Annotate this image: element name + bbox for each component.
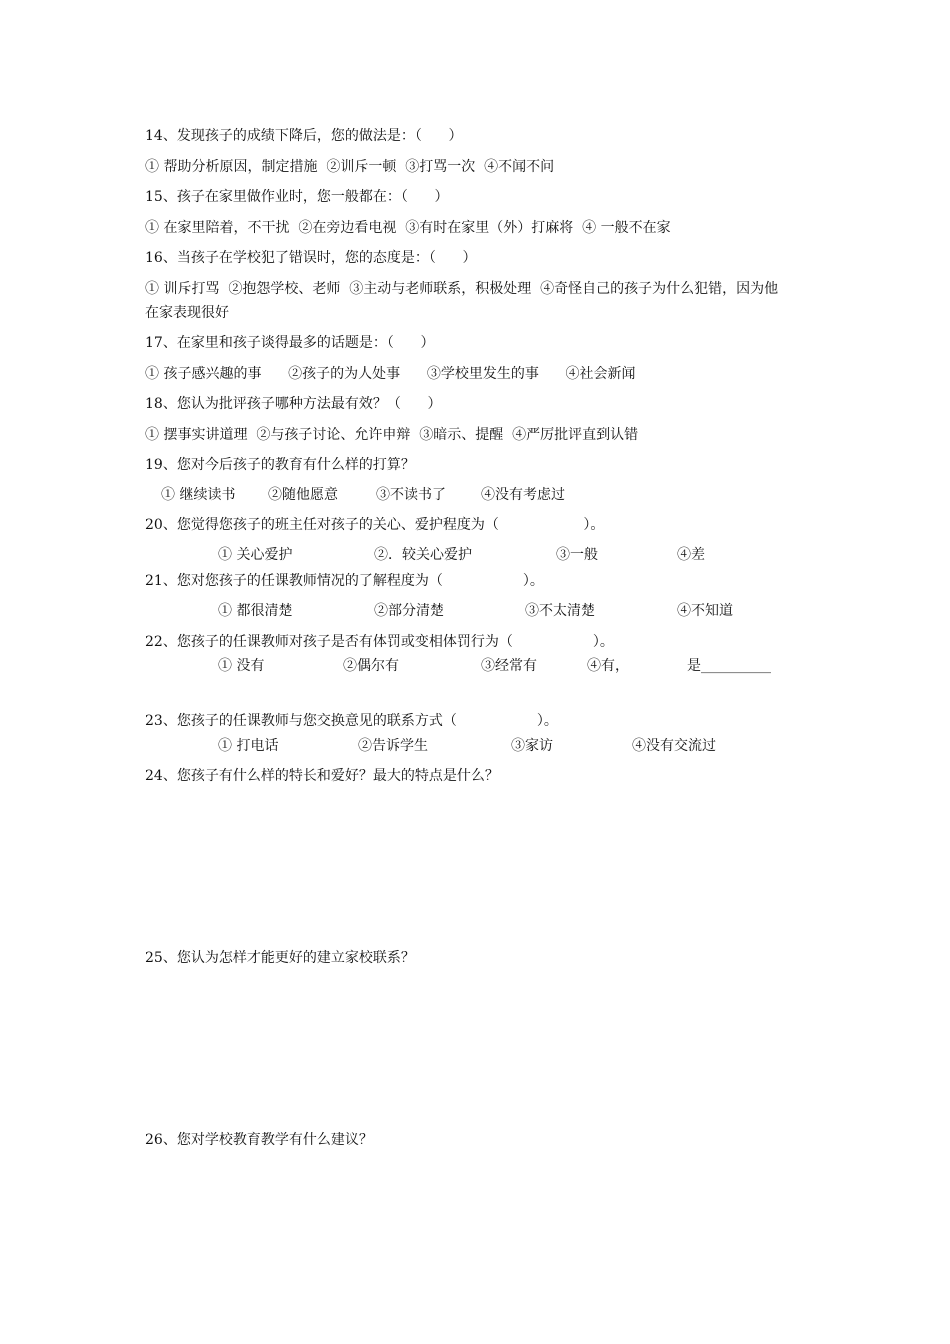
question-23-option-3: ③家访	[511, 738, 553, 754]
question-23-option-2: ②告诉学生	[358, 738, 428, 754]
question-14: 14、发现孩子的成绩下降后，您的做法是：（ ）	[145, 128, 463, 144]
question-20-option-1: ① 关心爱护	[218, 547, 293, 563]
question-16-options: ① 训斥打骂 ②抱怨学校、老师 ③主动与老师联系，积极处理 ④奇怪自己的孩子为什么犯错，因为他	[145, 281, 779, 297]
question-19: 19、您对今后孩子的教育有什么样的打算？	[145, 457, 415, 473]
question-19-option-3: ③不读书了	[376, 487, 446, 503]
question-23-option-1: ① 打电话	[218, 738, 279, 754]
question-22-option-2: ②偶尔有	[343, 658, 399, 674]
question-22-option-4: ④有，	[587, 658, 629, 674]
question-22-option-4-detail: 是__________	[687, 658, 771, 674]
question-15-options: ① 在家里陪着，不干扰 ②在旁边看电视 ③有时在家里（外）打麻将 ④ 一般不在家	[145, 220, 671, 236]
question-21-option-3: ③不太清楚	[525, 603, 595, 619]
question-21: 21、您对您孩子的任课教师情况的了解程度为（ ）。	[145, 573, 544, 589]
question-25: 25、您认为怎样才能更好的建立家校联系？	[145, 950, 415, 966]
question-16: 16、当孩子在学校犯了错误时，您的态度是：（ ）	[145, 250, 477, 266]
question-21-option-4: ④不知道	[677, 603, 733, 619]
question-19-option-2: ②随他愿意	[268, 487, 338, 503]
question-23-option-4: ④没有交流过	[632, 738, 716, 754]
question-17: 17、在家里和孩子谈得最多的话题是：（ ）	[145, 335, 435, 351]
question-15: 15、孩子在家里做作业时，您一般都在：（ ）	[145, 189, 449, 205]
question-22-option-1: ① 没有	[218, 658, 265, 674]
question-19-option-1: ① 继续读书	[161, 487, 236, 503]
question-20: 20、您觉得您孩子的班主任对孩子的关心、爱护程度为（ ）。	[145, 517, 605, 533]
question-22-option-3: ③经常有	[481, 658, 537, 674]
question-21-option-2: ②部分清楚	[374, 603, 444, 619]
question-20-option-2: ②．较关心爱护	[374, 547, 472, 563]
question-16-options-continued: 在家表现很好	[145, 305, 229, 321]
question-20-option-3: ③一般	[556, 547, 598, 563]
question-17-options: ① 孩子感兴趣的事 ②孩子的为人处事 ③学校里发生的事 ④社会新闻	[145, 366, 636, 382]
question-23: 23、您孩子的任课教师与您交换意见的联系方式（ ）。	[145, 713, 558, 729]
question-20-option-4: ④差	[677, 547, 705, 563]
question-18-options: ① 摆事实讲道理 ②与孩子讨论、允许申辩 ③暗示、提醒 ④严厉批评直到认错	[145, 427, 639, 443]
question-21-option-1: ① 都很清楚	[218, 603, 293, 619]
question-22: 22、您孩子的任课教师对孩子是否有体罚或变相体罚行为（ ）。	[145, 634, 614, 650]
question-24: 24、您孩子有什么样的特长和爱好？最大的特点是什么？	[145, 768, 499, 784]
question-26: 26、您对学校教育教学有什么建议？	[145, 1132, 373, 1148]
question-14-options: ① 帮助分析原因，制定措施 ②训斥一顿 ③打骂一次 ④不闻不问	[145, 159, 555, 175]
question-18: 18、您认为批评孩子哪种方法最有效？（ ）	[145, 396, 442, 412]
question-19-option-4: ④没有考虑过	[481, 487, 565, 503]
